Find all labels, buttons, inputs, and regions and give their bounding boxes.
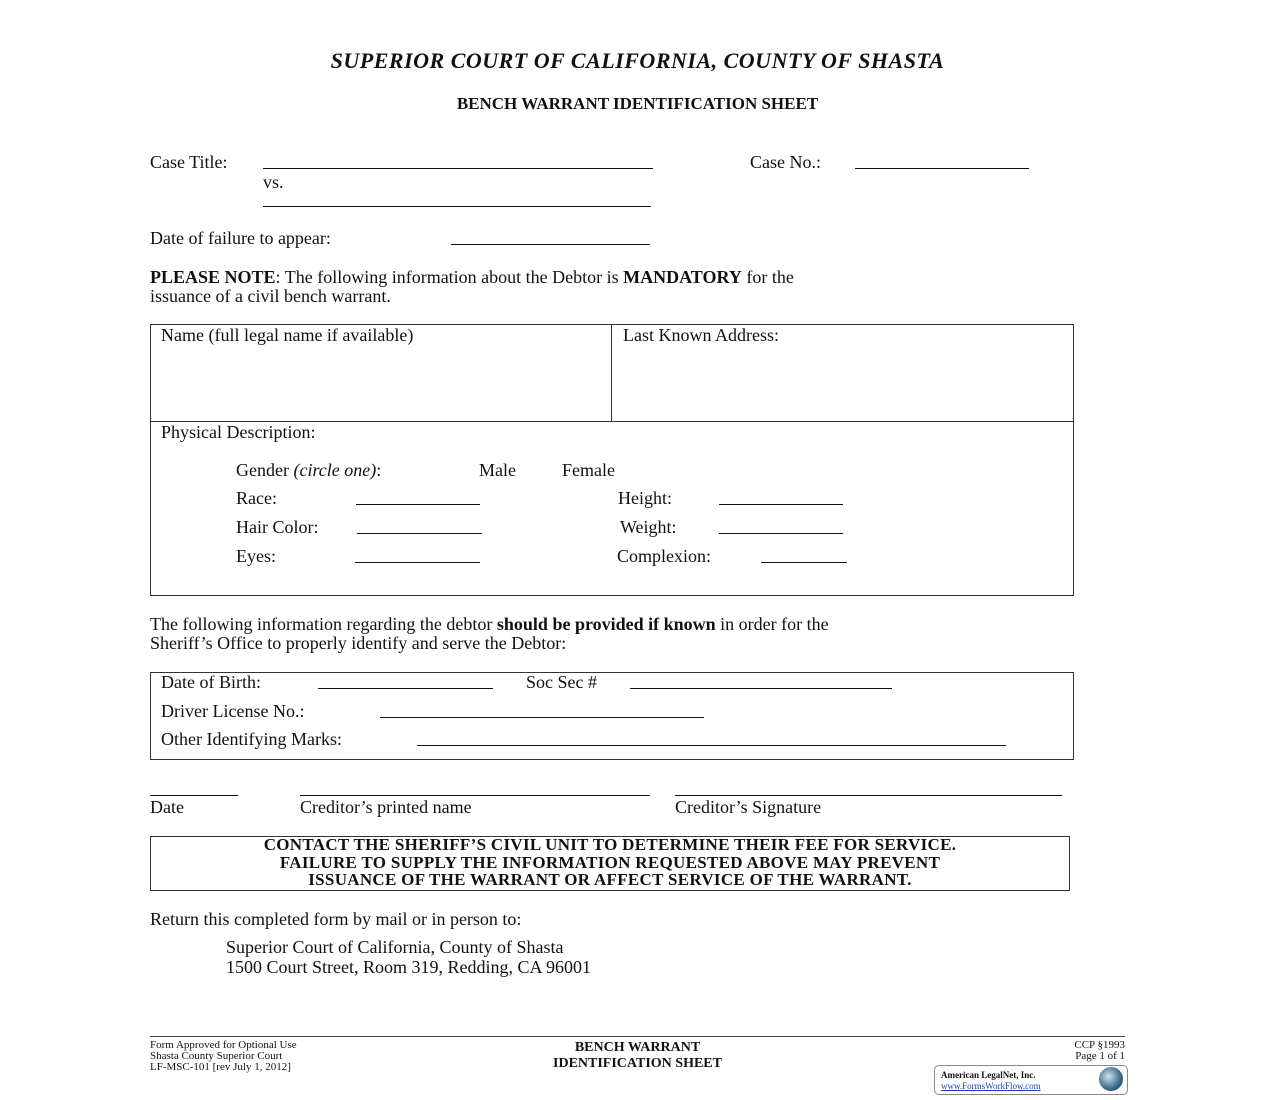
hair-field[interactable]: [357, 533, 482, 534]
dl-label: Driver License No.:: [161, 701, 305, 721]
dob-label: Date of Birth:: [161, 672, 261, 692]
name-label: Name (full legal name if available): [161, 325, 414, 345]
case-title-field[interactable]: [263, 168, 653, 169]
info-text: The following information regarding the debtor should be provided if known in order for the: [150, 614, 829, 634]
date-field[interactable]: [150, 795, 238, 796]
info-text-line2: Sheriff’s Office to properly identify and serve the Debtor:: [150, 633, 567, 653]
marks-label: Other Identifying Marks:: [161, 729, 342, 749]
ssn-field[interactable]: [630, 688, 892, 689]
failure-date-label: Date of failure to appear:: [150, 228, 331, 248]
complexion-label: Complexion:: [617, 546, 711, 566]
case-title-field-2[interactable]: [263, 206, 651, 207]
printed-name-field[interactable]: [300, 795, 650, 796]
marks-field[interactable]: [417, 745, 1006, 746]
return-label: Return this completed form by mail or in person to:: [150, 909, 522, 929]
weight-field[interactable]: [719, 533, 843, 534]
case-title-label: Case Title:: [150, 152, 228, 172]
please-note: PLEASE NOTE: The following information about the Debtor is MANDATORY for the: [150, 267, 794, 287]
gender-label: Gender (circle one):: [236, 460, 382, 480]
date-label: Date: [150, 797, 184, 817]
gender-female[interactable]: Female: [562, 460, 615, 480]
gender-male[interactable]: Male: [479, 460, 516, 480]
eyes-field[interactable]: [355, 562, 480, 563]
printed-name-label: Creditor’s printed name: [300, 797, 472, 817]
footer-title: BENCH WARRANT IDENTIFICATION SHEET: [553, 1040, 722, 1071]
complexion-field[interactable]: [761, 562, 847, 563]
physical-label: Physical Description:: [161, 422, 316, 442]
dl-field[interactable]: [380, 717, 704, 718]
legalnet-link[interactable]: www.FormsWorkFlow.com: [941, 1081, 1041, 1091]
footer-left: Form Approved for Optional Use Shasta County Superior Court LF-MSC-101 [rev July 1, 2012]: [150, 1039, 297, 1073]
case-no-field[interactable]: [855, 168, 1029, 169]
height-field[interactable]: [719, 504, 843, 505]
race-field[interactable]: [356, 504, 480, 505]
form-title: BENCH WARRANT IDENTIFICATION SHEET: [456, 94, 819, 113]
vs-label: vs.: [263, 172, 284, 192]
footer-rule: [150, 1036, 1125, 1037]
address-label: Last Known Address:: [623, 325, 779, 345]
return-address-1: Superior Court of California, County of Shasta: [226, 937, 564, 957]
case-no-label: Case No.:: [750, 152, 821, 172]
race-label: Race:: [236, 488, 277, 508]
ssn-label: Soc Sec #: [526, 672, 597, 692]
globe-icon: [1099, 1067, 1123, 1091]
signature-label: Creditor’s Signature: [675, 797, 822, 817]
legalnet-logo: American LegalNet, Inc. www.FormsWorkFlow.com: [934, 1065, 1128, 1095]
weight-label: Weight:: [620, 517, 677, 537]
return-address-2: 1500 Court Street, Room 319, Redding, CA 96001: [226, 957, 592, 977]
please-note-line2: issuance of a civil bench warrant.: [150, 286, 391, 306]
eyes-label: Eyes:: [236, 546, 276, 566]
dob-field[interactable]: [318, 688, 493, 689]
failure-date-field[interactable]: [451, 244, 650, 245]
hair-label: Hair Color:: [236, 517, 319, 537]
warning-text: CONTACT THE SHERIFF’S CIVIL UNIT TO DETERMINE THEIR FEE FOR SERVICE. FAILURE TO SUPPLY THE INFORMATION REQUESTED ABOVE MAY PREVENT ISSUANCE OF THE WARRANT OR AFFECT SERVICE OF THE WARRANT.: [263, 835, 957, 889]
court-title: SUPERIOR COURT OF CALIFORNIA, COUNTY OF SHASTA: [330, 48, 945, 73]
footer-right: CCP §1993 Page 1 of 1: [1074, 1039, 1125, 1062]
signature-field[interactable]: [675, 795, 1062, 796]
height-label: Height:: [618, 488, 672, 508]
